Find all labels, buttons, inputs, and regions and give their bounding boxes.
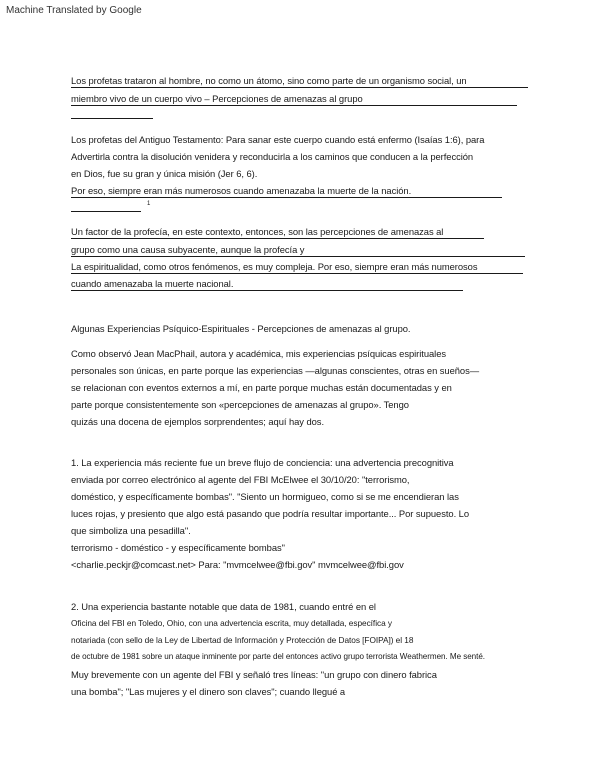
- text-line: parte porque consistentemente son «percepciones de amenazas al grupo». Tengo: [71, 399, 409, 410]
- text-line: luces rojas, y presiento que algo está pasando que podría resultar importante... Por supuesto. Lo: [71, 508, 470, 519]
- text-line: doméstico, y específicamente bombas". "Siento un hormigueo, como si se me encendieran las: [71, 491, 459, 502]
- text-line: personales son únicas, en parte porque las experiencias —algunas conscientes, otras en sueños—: [71, 365, 480, 376]
- text-line: 1. La experiencia más reciente fue un breve flujo de conciencia: una advertencia precognitiva: [71, 457, 454, 468]
- text-line: Advertirla contra la disolución venidera y reconducirla a los caminos que conducen a la perfección: [71, 151, 474, 162]
- divider: [71, 118, 153, 119]
- text-line: Un factor de la profecía, en este contexto, entonces, son las percepciones de amenazas al: [71, 226, 484, 239]
- text-line: Los profetas trataron al hombre, no como un átomo, sino como parte de un organismo social, un: [71, 75, 528, 88]
- text-line: Los profetas del Antiguo Testamento: Para sanar este cuerpo cuando está enfermo (Isaías 1:6), para: [71, 134, 485, 145]
- text-line: enviada por correo electrónico al agente del FBI McElwee el 30/10/20: "terrorismo,: [71, 474, 410, 485]
- text-line: grupo como una causa subyacente, aunque la profecía y: [71, 244, 525, 257]
- text-line: La espiritualidad, como otros fenómenos, es muy compleja. Por eso, siempre eran más numerosos: [71, 261, 523, 274]
- footnote-mark: 1: [147, 201, 151, 207]
- text-line: se relacionan con eventos externos a mí, en parte porque muchas están documentadas y en: [71, 382, 452, 393]
- text-line: cuando amenazaba la muerte nacional.: [71, 278, 463, 291]
- text-line: de octubre de 1981 sobre un ataque inminente por parte del entonces activo grupo terrorista Weathermen. Me senté.: [71, 652, 485, 661]
- text-line: miembro vivo de un cuerpo vivo – Percepciones de amenazas al grupo: [71, 93, 517, 106]
- text-line: una bomba"; "Las mujeres y el dinero son claves"; cuando llegué a: [71, 686, 346, 697]
- text-line: Por eso, siempre eran más numerosos cuando amenazaba la muerte de la nación.: [71, 185, 502, 198]
- text-line: notariada (con sello de la Ley de Libertad de Información y Protección de Datos [FOIPA]) el 18: [71, 635, 414, 645]
- text-line: Como observó Jean MacPhail, autora y académica, mis experiencias psíquicas espirituales: [71, 348, 446, 359]
- email-header-line: <charlie.peckjr@comcast.net> Para: "mvmcelwee@fbi.gov" mvmcelwee@fbi.gov: [71, 559, 404, 570]
- text-line: quizás una docena de ejemplos sorprendentes; aquí hay dos.: [71, 416, 325, 427]
- text-line: que simboliza una pesadilla".: [71, 525, 191, 536]
- text-line: Oficina del FBI en Toledo, Ohio, con una advertencia escrita, muy detallada, específica y: [71, 618, 393, 628]
- machine-translation-notice: Machine Translated by Google: [6, 5, 142, 16]
- section-heading: Algunas Experiencias Psíquico-Espirituales - Percepciones de amenazas al grupo.: [71, 323, 411, 334]
- text-line: Muy brevemente con un agente del FBI y señaló tres líneas: "un grupo con dinero fabrica: [71, 669, 437, 680]
- text-line: terrorismo - doméstico - y específicamente bombas": [71, 542, 285, 553]
- text-line: 2. Una experiencia bastante notable que data de 1981, cuando entré en el: [71, 601, 376, 612]
- text-line: en Dios, fue su gran y única misión (Jer 6, 6).: [71, 168, 258, 179]
- divider: [71, 211, 141, 212]
